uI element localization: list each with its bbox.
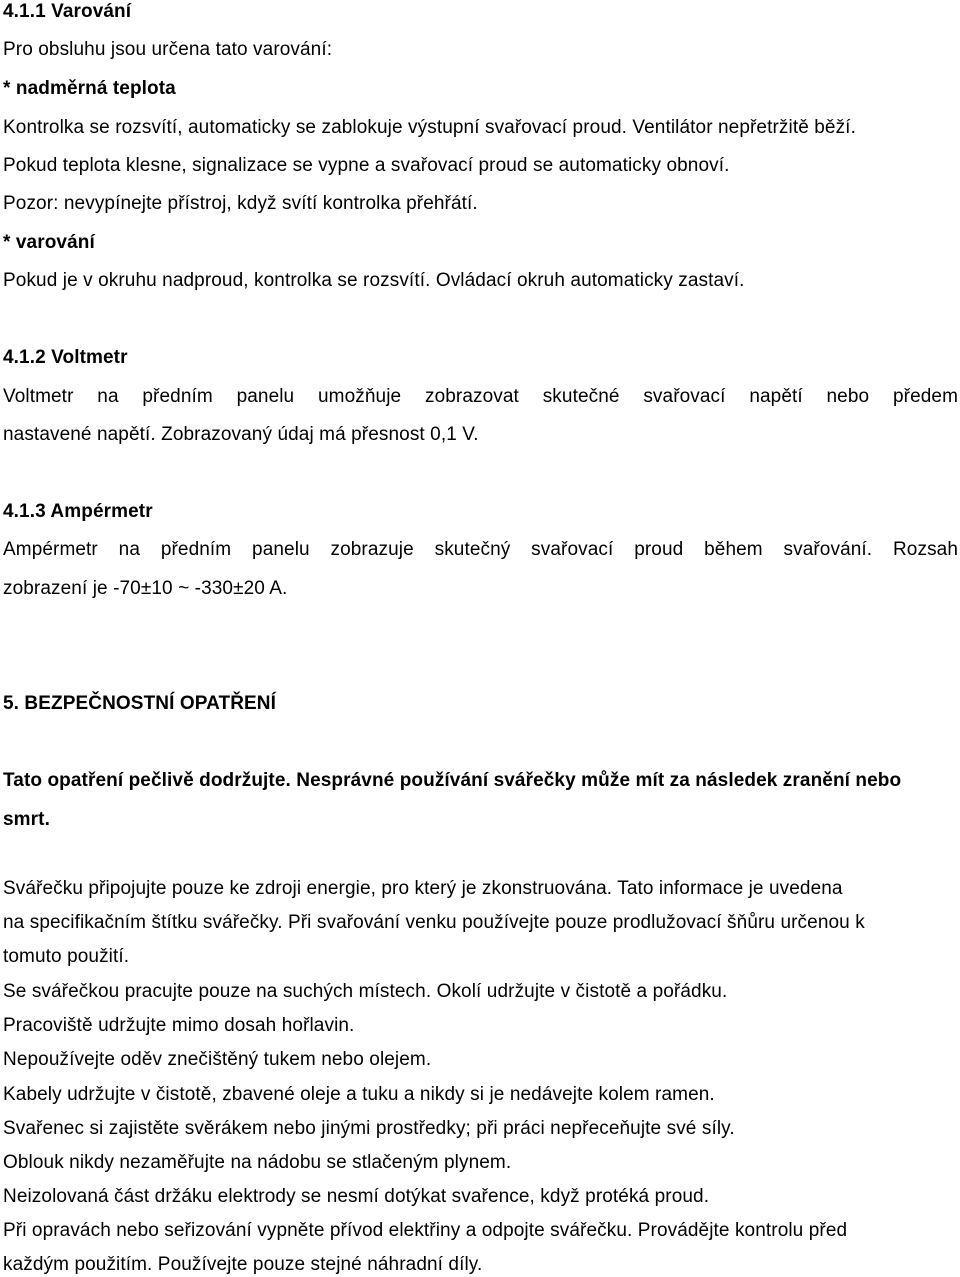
section-heading-5: 5. BEZPEČNOSTNÍ OPATŘENÍ [3, 693, 277, 714]
safety-paragraph-5: Kabely udržujte v čistotě, zbavené oleje a tuku a nikdy si je nedávejte kolem ramen. [3, 1084, 715, 1105]
section-heading-4-1-3: 4.1.3 Ampérmetr [3, 501, 153, 522]
safety-paragraph-8: Neizolovaná část držáku elektrody se nesmí dotýkat svařence, když protéká proud. [3, 1186, 710, 1207]
safety-warning-2: smrt. [3, 809, 50, 830]
warning-title: * varování [3, 232, 95, 253]
safety-paragraph-9-line-1: Při opravách nebo seřizování vypněte přívod elektřiny a odpojte svářečku. Provádějte kontrolu před [3, 1220, 848, 1241]
warning-text-1: Pokud je v okruhu nadproud, kontrolka se rozsvítí. Ovládací okruh automaticky zastaví. [3, 270, 745, 291]
safety-paragraph-6: Svařenec si zajistěte svěrákem nebo jinými prostředky; při práci nepřeceňujte své síly. [3, 1118, 735, 1139]
overheat-title: * nadměrná teplota [3, 78, 176, 99]
voltmeter-text-1: Voltmetr na předním panelu umožňuje zobrazovat skutečné svařovací napětí nebo předem [3, 386, 958, 407]
safety-paragraph-1-line-3: tomuto použití. [3, 946, 130, 967]
safety-warning-1: Tato opatření pečlivě dodržujte. Nesprávné používání svářečky může mít za následek zranění nebo [3, 770, 902, 791]
safety-paragraph-4: Nepoužívejte oděv znečištěný tukem nebo olejem. [3, 1049, 432, 1070]
safety-paragraph-3: Pracoviště udržujte mimo dosah hořlavin. [3, 1015, 355, 1036]
overheat-text-2: Pokud teplota klesne, signalizace se vypne a svařovací proud se automaticky obnoví. [3, 155, 730, 176]
section-heading-4-1-2: 4.1.2 Voltmetr [3, 347, 128, 368]
safety-paragraph-1-line-2: na specifikačním štítku svářečky. Při svařování venku používejte pouze prodlužovací šňůru určenou k [3, 912, 865, 933]
safety-paragraph-1-line-1: Svářečku připojujte pouze ke zdroji energie, pro který je zkonstruována. Tato informace je uvedena [3, 878, 843, 899]
safety-paragraph-2: Se svářečkou pracujte pouze na suchých místech. Okolí udržujte v čistotě a pořádku. [3, 981, 728, 1002]
overheat-text-3: Pozor: nevypínejte přístroj, když svítí kontrolka přehřátí. [3, 193, 478, 214]
ammeter-text-1: Ampérmetr na předním panelu zobrazuje skutečný svařovací proud během svařování. Rozsah [3, 539, 958, 560]
section-heading-4-1-1: 4.1.1 Varování [3, 1, 132, 22]
voltmeter-text-2: nastavené napětí. Zobrazovaný údaj má přesnost 0,1 V. [3, 424, 479, 445]
warnings-intro: Pro obsluhu jsou určena tato varování: [3, 39, 333, 60]
overheat-text-1: Kontrolka se rozsvítí, automaticky se zablokuje výstupní svařovací proud. Ventilátor nepřetržitě běží. [3, 117, 856, 138]
safety-paragraph-9-line-2: každým použitím. Používejte pouze stejné náhradní díly. [3, 1254, 483, 1275]
ammeter-text-2: zobrazení je -70±10 ~ -330±20 A. [3, 578, 288, 599]
safety-paragraph-7: Oblouk nikdy nezaměřujte na nádobu se stlačeným plynem. [3, 1152, 512, 1173]
